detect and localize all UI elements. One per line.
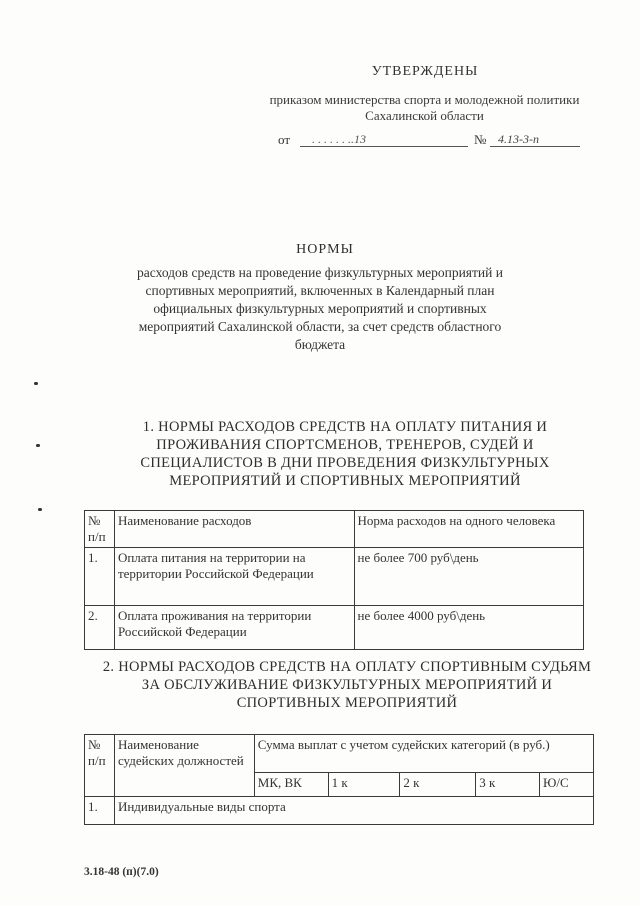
- category-cell: 1 к: [328, 773, 400, 797]
- approval-date: . . . . . . ..13: [312, 132, 366, 146]
- margin-dot: [38, 508, 42, 511]
- header-name: Наименование судейских должностей: [114, 735, 254, 797]
- row-name: Оплата питания на территории на территории Российской Федерации: [114, 548, 354, 606]
- row-num: 1.: [85, 548, 115, 606]
- document-subtitle: расходов средств на проведение физкультурных мероприятий и спортивных мероприятий, включенных в Календарный план официальных физкультурных мероприятий и спортивных мероприятий Сахалинской области, за счет средств областного бюджета: [137, 265, 503, 352]
- section1-heading: 1. НОРМЫ РАСХОДОВ СРЕДСТВ НА ОПЛАТУ ПИТАНИЯ И ПРОЖИВАНИЯ СПОРТСМЕНОВ, ТРЕНЕРОВ, СУДЕЙ И СПЕЦИАЛИСТОВ В ДНИ ПРОВЕДЕНИЯ ФИЗКУЛЬТУРНЫХ МЕРОПРИЯТИЙ И СПОРТИВНЫХ МЕРОПРИЯТИЙ: [140, 419, 550, 489]
- header-sum: Сумма выплат с учетом судейских категорий (в руб.): [254, 735, 593, 773]
- section2-heading: 2. НОРМЫ РАСХОДОВ СРЕДСТВ НА ОПЛАТУ СПОРТИВНЫМ СУДЬЯМ ЗА ОБСЛУЖИВАНИЕ ФИЗКУЛЬТУРНЫХ МЕРОПРИЯТИЙ И СПОРТИВНЫХ МЕРОПРИЯТИЙ: [102, 659, 592, 711]
- margin-dot: [34, 382, 38, 385]
- table-header-row: [85, 735, 594, 773]
- table-row: [85, 797, 594, 825]
- header-norm: Норма расходов на одного человека: [354, 511, 584, 548]
- header-name: Наименование расходов: [114, 511, 354, 548]
- approval-date-row: [278, 132, 588, 150]
- document-heading: НОРМЫ: [296, 242, 354, 257]
- table-row: [85, 606, 584, 650]
- table-header-row: [85, 511, 584, 548]
- approval-order-text: приказом министерства спорта и молодежной политики Сахалинской области: [269, 92, 580, 123]
- row-norm: не более 4000 руб\день: [354, 606, 584, 650]
- category-cell: 3 к: [476, 773, 540, 797]
- section1-table: [84, 510, 584, 650]
- approval-number-label: №: [474, 132, 487, 147]
- row-name: Индивидуальные виды спорта: [114, 797, 593, 825]
- row-num: 1.: [85, 797, 115, 825]
- category-cell: Ю/С: [540, 773, 594, 797]
- category-cell: 2 к: [400, 773, 476, 797]
- category-cell: МК, ВК: [254, 773, 328, 797]
- section2-table: [84, 734, 594, 825]
- footer-code: 3.18-48 (п)(7.0): [84, 866, 159, 878]
- header-num: № п/п: [85, 511, 115, 548]
- header-num: № п/п: [85, 735, 115, 797]
- table-row: [85, 548, 584, 606]
- margin-dot: [36, 444, 40, 447]
- approval-title: УТВЕРЖДЕНЫ: [371, 64, 479, 79]
- approval-from-label: от: [278, 132, 291, 147]
- row-norm: не более 700 руб\день: [354, 548, 584, 606]
- row-num: 2.: [85, 606, 115, 650]
- row-name: Оплата проживания на территории Российской Федерации: [114, 606, 354, 650]
- approval-number: 4.13-3-п: [498, 132, 539, 146]
